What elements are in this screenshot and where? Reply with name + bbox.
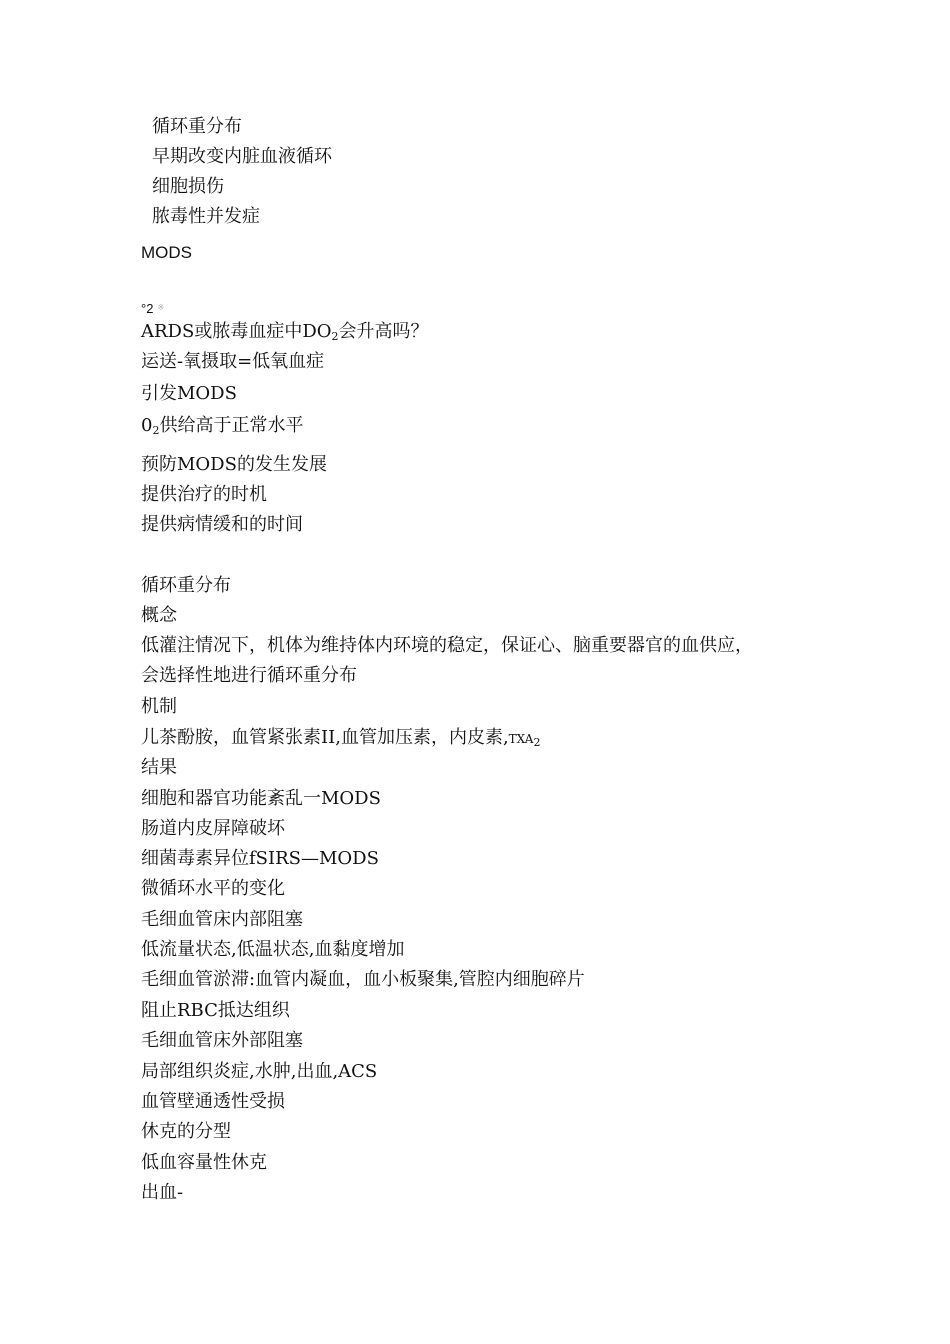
list-item: 细胞损伤 xyxy=(152,176,224,197)
section-title: 循环重分布 xyxy=(141,575,231,596)
result-item: 细胞和器官功能紊乱一MODS xyxy=(141,788,381,809)
result-item: 毛细血管床外部阻塞 xyxy=(141,1030,303,1051)
list-item: 循环重分布 xyxy=(152,116,242,137)
result-item: 休克的分型 xyxy=(141,1121,231,1142)
result-item: 局部组织炎症,水肿,出血,ACS xyxy=(141,1061,378,1082)
concept-text: 会选择性地进行循环重分布 xyxy=(141,665,357,686)
delivery-line: 运送-氧摄取=低氧血症 xyxy=(141,351,325,372)
result-item: 毛细血管淤滞:血管内凝血，血小板聚集,管腔内细胞碎片 xyxy=(141,969,585,990)
o2-fragment-mark: ※ xyxy=(157,303,165,312)
o2-prefix: 0 xyxy=(141,415,153,436)
mechanism-text-txa: TXA xyxy=(508,732,534,746)
subscript: 2 xyxy=(533,736,541,749)
purpose-item: 提供病情缓和的时间 xyxy=(141,514,303,535)
purpose-item: 预防MODS的发生发展 xyxy=(141,454,327,475)
mods-heading: MODS xyxy=(141,243,192,262)
concept-label: 概念 xyxy=(141,605,177,626)
result-item: 低流量状态,低温状态,血黏度增加 xyxy=(141,939,405,960)
o2-supply-text: 供给高于正常水平 xyxy=(159,415,304,436)
mechanism-label: 机制 xyxy=(141,696,177,717)
result-label: 结果 xyxy=(141,757,177,778)
ards-question xyxy=(141,320,429,349)
purpose-item: 提供治疗的时机 xyxy=(141,484,267,505)
o2-supply-line xyxy=(141,414,303,443)
subscript: 2 xyxy=(152,424,160,437)
concept-text: 低灌注情况下，机体为维持体内环境的稳定，保证心、脑重要器官的血供应， xyxy=(141,635,753,656)
result-item: 肠道内皮屏障破坏 xyxy=(141,818,285,839)
list-item: 脓毒性并发症 xyxy=(152,206,260,227)
list-item: 早期改变内脏血液循环 xyxy=(152,146,332,167)
subscript: 2 xyxy=(331,330,339,343)
mechanism-text-main: 儿茶酚胺，血管紧张素II,血管加压素，内皮素, xyxy=(141,727,509,748)
ards-question-text-end: 会升高吗？ xyxy=(338,321,429,342)
ards-question-text: ARDS或脓毒血症中DO xyxy=(141,321,332,342)
result-item: 微循环水平的变化 xyxy=(141,878,285,899)
result-item: 毛细血管床内部阻塞 xyxy=(141,909,303,930)
result-item: 出血- xyxy=(141,1182,184,1203)
mechanism-text xyxy=(141,726,540,755)
result-item: 血管壁通透性受损 xyxy=(141,1091,285,1112)
result-item: 低血容量性休克 xyxy=(141,1152,267,1173)
o2-fragment xyxy=(141,296,164,321)
o2-fragment-text: °2 xyxy=(141,301,154,316)
trigger-mods: 引发MODS xyxy=(141,383,237,404)
result-item: 阻止RBC抵达组织 xyxy=(141,1000,290,1021)
result-item: 细菌毒素异位fSIRS—MODS xyxy=(141,848,379,869)
